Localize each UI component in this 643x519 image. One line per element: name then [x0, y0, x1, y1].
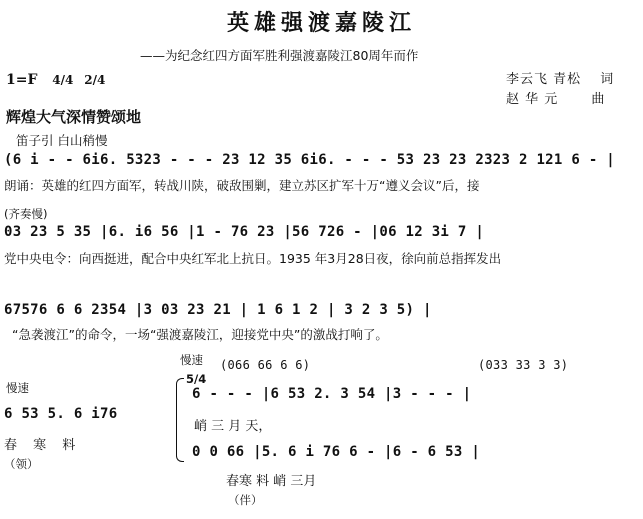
composer-credit [506, 88, 605, 107]
subtitle: ——为纪念红四方面军胜利强渡嘉陵江80周年而作 [140, 48, 419, 63]
system-time-signature: 5/4 [186, 372, 207, 386]
performance-mood: 辉煌大气深情赞颂地 [6, 108, 142, 126]
tempo-marking-top: 慢速 [180, 353, 203, 367]
lower-part-label: （伴） [228, 493, 263, 507]
upper-voice-notation: 6 - - - |6 53 2. 3 54 |3 - - - | [192, 386, 472, 402]
time-signature-2: 2/4 [84, 73, 106, 87]
lower-voice-notation: 0 0 66 |5. 6 i 76 6 - |6 - 6 53 | [192, 444, 481, 460]
time-signature-1: 4/4 [52, 73, 74, 87]
narration-line-2: 党中央电令：向西挺进，配合中央红军北上抗日。1935 年3月28日夜，徐向前总指挥发出 [4, 251, 502, 266]
system-brace [176, 378, 184, 462]
solo-part-label: （领） [4, 457, 39, 471]
solo-lyric: 春 寒 料 [4, 438, 82, 453]
accompaniment-fill-right: (033 33 3 3) [478, 358, 569, 372]
music-label: 曲 [591, 92, 606, 107]
key-signature-value: 1=F [6, 72, 38, 88]
lyric-label: 词 [600, 72, 615, 87]
song-title: 英雄强渡嘉陵江 [226, 11, 416, 36]
intro-marking: 笛子引 白山稍慢 [16, 133, 108, 148]
lyricist-credit [506, 68, 614, 87]
accompaniment-fill-left: (066 66 6 6) [220, 358, 311, 372]
key-signature [6, 72, 105, 88]
ensemble-marking: (齐奏慢) [4, 207, 48, 221]
notation-row-1: (6 i - - 6i6. 5323 - - - 23 12 35 6i6. - - - 53 23 23 2323 2 121 6 - | [4, 152, 616, 168]
lyricist-names: 李云飞 青松 [506, 72, 582, 87]
notation-row-2: 03 23 5 35 |6. i6 56 |1 - 76 23 |56 726 - |06 12 3i 7 | [4, 224, 485, 240]
solo-notation: 6 53 5. 6 i76 [4, 406, 118, 422]
narration-line-1: 朗诵：英雄的红四方面军，转战川陕，破敌围剿，建立苏区扩军十万“遵义会议”后，接 [4, 178, 480, 193]
narration-line-3: “急袭渡江”的命令，一场“强渡嘉陵江，迎接党中央”的激战打响了。 [12, 327, 388, 342]
notation-row-3: 67576 6 6 2354 |3 03 23 21 | 1 6 1 2 | 3 2 3 5) | [4, 302, 432, 318]
lower-voice-lyric: 春寒 料 峭 三月 [226, 474, 317, 489]
composer-name: 赵 华 元 [506, 92, 559, 107]
upper-voice-lyric: 峭 三 月 天， [194, 419, 272, 434]
tempo-marking-left: 慢速 [6, 381, 29, 395]
